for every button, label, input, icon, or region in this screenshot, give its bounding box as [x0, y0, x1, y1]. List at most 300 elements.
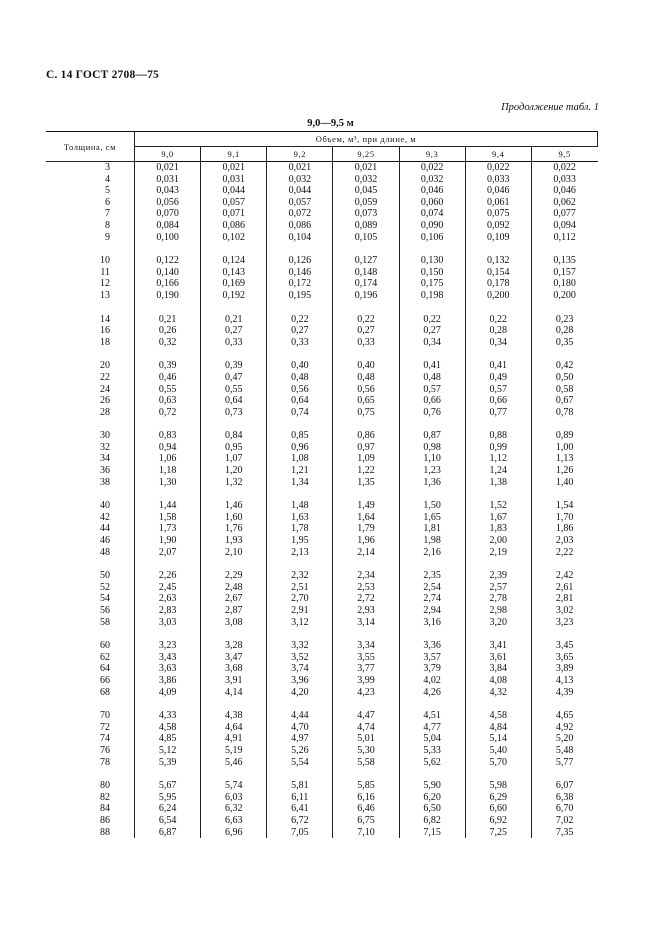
volume-cell: 2,13 — [267, 547, 333, 559]
table-row — [46, 652, 598, 664]
volume-cell: 2,72 — [333, 593, 399, 605]
volume-cell: 0,060 — [399, 197, 465, 209]
table-row — [46, 815, 598, 827]
table-row — [46, 407, 598, 419]
volume-cell: 0,78 — [531, 407, 597, 419]
group-spacer — [46, 628, 598, 640]
volume-cell: 5,77 — [531, 757, 597, 769]
volume-cell: 0,086 — [201, 220, 267, 232]
volume-cell: 0,196 — [333, 290, 399, 302]
thickness-cell: 32 — [100, 441, 110, 453]
thickness-cell: 66 — [100, 674, 110, 686]
table-row — [46, 803, 598, 815]
volume-cell: 5,39 — [135, 757, 201, 769]
table-row — [46, 523, 598, 535]
volume-cell: 1,34 — [267, 477, 333, 489]
volume-cell: 6,07 — [531, 780, 597, 792]
volume-cell: 3,89 — [531, 663, 597, 675]
volume-cell: 4,64 — [201, 722, 267, 734]
volume-cell: 3,23 — [135, 640, 201, 652]
volume-cell: 0,127 — [333, 255, 399, 267]
volume-cell: 4,70 — [267, 722, 333, 734]
volume-cell: 4,47 — [333, 710, 399, 722]
volume-cell: 4,26 — [399, 687, 465, 699]
group-spacer — [46, 348, 598, 360]
volume-cell: 0,102 — [201, 232, 267, 244]
volume-cell: 7,25 — [465, 827, 531, 839]
thickness-cell: 5 — [105, 185, 110, 197]
volume-cell: 0,33 — [333, 337, 399, 349]
length-header-cell: 9,0 — [135, 147, 201, 162]
volume-cell: 0,046 — [465, 185, 531, 197]
thickness-cell: 28 — [100, 406, 110, 418]
volume-cell: 5,85 — [333, 780, 399, 792]
volume-cell: 0,34 — [399, 337, 465, 349]
volume-cell: 4,20 — [267, 687, 333, 699]
volume-table — [46, 131, 598, 838]
volume-cell: 1,23 — [399, 465, 465, 477]
volume-cell: 0,021 — [135, 162, 201, 174]
volume-cell: 5,58 — [333, 757, 399, 769]
volume-cell: 0,175 — [399, 278, 465, 290]
volume-cell: 4,65 — [531, 710, 597, 722]
volume-cell: 1,76 — [201, 523, 267, 535]
table-row — [46, 197, 598, 209]
volume-cell: 0,94 — [135, 442, 201, 454]
volume-cell: 1,93 — [201, 535, 267, 547]
volume-cell: 4,23 — [333, 687, 399, 699]
volume-cell: 2,87 — [201, 605, 267, 617]
volume-cell: 1,78 — [267, 523, 333, 535]
volume-cell: 2,70 — [267, 593, 333, 605]
volume-cell: 2,83 — [135, 605, 201, 617]
volume-cell: 5,54 — [267, 757, 333, 769]
volume-cell: 1,60 — [201, 512, 267, 524]
table-row — [46, 174, 598, 186]
thickness-cell: 4 — [105, 173, 110, 185]
volume-cell: 0,073 — [333, 208, 399, 220]
volume-cell: 2,10 — [201, 547, 267, 559]
volume-cell: 3,68 — [201, 663, 267, 675]
volume-cell: 1,38 — [465, 477, 531, 489]
volume-cell: 0,63 — [135, 395, 201, 407]
table-row — [46, 314, 598, 326]
volume-cell: 1,49 — [333, 500, 399, 512]
volume-cell: 3,65 — [531, 652, 597, 664]
volume-cell: 5,01 — [333, 733, 399, 745]
volume-cell: 7,05 — [267, 827, 333, 839]
thickness-cell: 8 — [105, 219, 110, 231]
table-row — [46, 384, 598, 396]
volume-cell: 0,84 — [201, 430, 267, 442]
volume-cell: 6,72 — [267, 815, 333, 827]
thickness-cell: 12 — [100, 278, 110, 290]
volume-cell: 1,86 — [531, 523, 597, 535]
volume-cell: 3,47 — [201, 652, 267, 664]
volume-cell: 5,14 — [465, 733, 531, 745]
volume-cell: 0,89 — [531, 430, 597, 442]
volume-cell: 0,057 — [201, 197, 267, 209]
thickness-cell: 9 — [105, 231, 110, 243]
volume-cell: 1,98 — [399, 535, 465, 547]
thickness-cell: 68 — [100, 686, 110, 698]
volume-cell: 0,150 — [399, 267, 465, 279]
volume-cell: 0,56 — [267, 384, 333, 396]
volume-cell: 0,42 — [531, 360, 597, 372]
thickness-cell: 18 — [100, 336, 110, 348]
volume-cell: 0,66 — [399, 395, 465, 407]
thickness-cell: 38 — [100, 476, 110, 488]
volume-cell: 0,061 — [465, 197, 531, 209]
volume-cell: 0,172 — [267, 278, 333, 290]
volume-cell: 0,059 — [333, 197, 399, 209]
volume-cell: 0,87 — [399, 430, 465, 442]
volume-cell: 1,64 — [333, 512, 399, 524]
volume-cell: 0,192 — [201, 290, 267, 302]
table-row — [46, 582, 598, 594]
thickness-cell: 82 — [100, 791, 110, 803]
thickness-cell: 40 — [100, 500, 110, 512]
volume-cell: 0,130 — [399, 255, 465, 267]
volume-cell: 0,22 — [465, 314, 531, 326]
volume-cell: 2,61 — [531, 582, 597, 594]
volume-cell: 1,30 — [135, 477, 201, 489]
volume-cell: 4,58 — [465, 710, 531, 722]
table-row — [46, 675, 598, 687]
volume-cell: 2,51 — [267, 582, 333, 594]
volume-cell: 6,11 — [267, 792, 333, 804]
table-row — [46, 617, 598, 629]
volume-cell: 0,21 — [135, 314, 201, 326]
volume-cell: 0,143 — [201, 267, 267, 279]
volume-cell: 0,109 — [465, 232, 531, 244]
volume-cell: 5,20 — [531, 733, 597, 745]
page-title: С. 14 ГОСТ 2708—75 — [46, 69, 159, 81]
volume-cell: 1,18 — [135, 465, 201, 477]
volume-cell: 0,56 — [333, 384, 399, 396]
volume-cell: 2,19 — [465, 547, 531, 559]
table-row — [46, 605, 598, 617]
volume-cell: 5,98 — [465, 780, 531, 792]
volume-cell: 5,40 — [465, 745, 531, 757]
volume-cell: 6,29 — [465, 792, 531, 804]
volume-cell: 0,40 — [333, 360, 399, 372]
thickness-cell: 54 — [100, 593, 110, 605]
volume-cell: 0,021 — [267, 162, 333, 174]
volume-cell: 7,02 — [531, 815, 597, 827]
volume-cell: 4,02 — [399, 675, 465, 687]
volume-cell: 3,12 — [267, 617, 333, 629]
volume-cell: 0,66 — [465, 395, 531, 407]
volume-cell: 0,64 — [267, 395, 333, 407]
volume-cell: 5,62 — [399, 757, 465, 769]
table-row — [46, 547, 598, 559]
volume-cell: 0,033 — [465, 174, 531, 186]
volume-cell: 7,35 — [531, 827, 597, 839]
thickness-cell: 7 — [105, 208, 110, 220]
volume-cell: 2,35 — [399, 570, 465, 582]
volume-cell: 0,77 — [465, 407, 531, 419]
volume-cell: 0,64 — [201, 395, 267, 407]
thickness-cell: 70 — [100, 710, 110, 722]
volume-cell: 0,084 — [135, 220, 201, 232]
table-row — [46, 733, 598, 745]
table-row — [46, 185, 598, 197]
length-range-title: 9,0—9,5 м — [307, 118, 354, 129]
volume-cell: 6,60 — [465, 803, 531, 815]
volume-cell: 0,28 — [531, 325, 597, 337]
volume-cell: 0,100 — [135, 232, 201, 244]
volume-cell: 4,84 — [465, 722, 531, 734]
volume-cell: 0,67 — [531, 395, 597, 407]
volume-cell: 0,135 — [531, 255, 597, 267]
thickness-cell: 80 — [100, 780, 110, 792]
volume-cell: 3,91 — [201, 675, 267, 687]
table-row — [46, 570, 598, 582]
table-row — [46, 290, 598, 302]
volume-cell: 0,75 — [333, 407, 399, 419]
group-spacer — [46, 302, 598, 314]
group-spacer — [46, 768, 598, 780]
volume-cell: 1,40 — [531, 477, 597, 489]
volume-cell: 0,34 — [465, 337, 531, 349]
volume-cell: 5,12 — [135, 745, 201, 757]
volume-cell: 6,70 — [531, 803, 597, 815]
volume-cell: 4,51 — [399, 710, 465, 722]
volume-cell: 0,022 — [399, 162, 465, 174]
table-row — [46, 372, 598, 384]
thickness-cell: 86 — [100, 814, 110, 826]
volume-cell: 0,22 — [333, 314, 399, 326]
volume-cell: 5,70 — [465, 757, 531, 769]
volume-cell: 0,23 — [531, 314, 597, 326]
volume-cell: 2,39 — [465, 570, 531, 582]
thickness-cell: 88 — [100, 826, 110, 838]
volume-cell: 3,23 — [531, 617, 597, 629]
thickness-cell: 74 — [100, 733, 110, 745]
volume-cell: 2,32 — [267, 570, 333, 582]
table-row — [46, 255, 598, 267]
thickness-cell: 6 — [105, 196, 110, 208]
volume-cell: 0,104 — [267, 232, 333, 244]
volume-cell: 2,78 — [465, 593, 531, 605]
volume-cell: 1,35 — [333, 477, 399, 489]
table-row — [46, 640, 598, 652]
volume-cell: 3,99 — [333, 675, 399, 687]
volume-cell: 0,046 — [399, 185, 465, 197]
volume-cell: 0,28 — [465, 325, 531, 337]
volume-cell: 0,27 — [333, 325, 399, 337]
volume-cell: 0,47 — [201, 372, 267, 384]
volume-cell: 0,41 — [399, 360, 465, 372]
volume-cell: 6,41 — [267, 803, 333, 815]
volume-cell: 0,33 — [201, 337, 267, 349]
volume-cell: 0,88 — [465, 430, 531, 442]
thickness-cell: 62 — [100, 651, 110, 663]
volume-cell: 2,93 — [333, 605, 399, 617]
volume-cell: 0,071 — [201, 208, 267, 220]
volume-cell: 0,086 — [267, 220, 333, 232]
volume-cell: 1,07 — [201, 453, 267, 465]
volume-cell: 0,140 — [135, 267, 201, 279]
volume-cell: 4,92 — [531, 722, 597, 734]
volume-cell: 3,77 — [333, 663, 399, 675]
thickness-cell: 44 — [100, 523, 110, 535]
thickness-cell: 22 — [100, 371, 110, 383]
volume-cell: 0,195 — [267, 290, 333, 302]
volume-cell: 0,65 — [333, 395, 399, 407]
table-row — [46, 593, 598, 605]
volume-cell: 0,96 — [267, 442, 333, 454]
group-spacer — [46, 488, 598, 500]
volume-cell: 1,46 — [201, 500, 267, 512]
volume-cell: 1,90 — [135, 535, 201, 547]
volume-cell: 0,021 — [333, 162, 399, 174]
thickness-column-header: Толщина, см — [46, 132, 135, 162]
volume-cell: 0,27 — [201, 325, 267, 337]
volume-cell: 3,36 — [399, 640, 465, 652]
volume-cell: 0,089 — [333, 220, 399, 232]
volume-cell: 0,106 — [399, 232, 465, 244]
volume-cell: 3,02 — [531, 605, 597, 617]
volume-cell: 1,36 — [399, 477, 465, 489]
thickness-cell: 26 — [100, 395, 110, 407]
volume-cell: 5,67 — [135, 780, 201, 792]
volume-cell: 3,08 — [201, 617, 267, 629]
table-row — [46, 267, 598, 279]
thickness-cell: 76 — [100, 744, 110, 756]
volume-cell: 4,77 — [399, 722, 465, 734]
volume-cell: 6,46 — [333, 803, 399, 815]
volume-cell: 5,95 — [135, 792, 201, 804]
volume-cell: 4,58 — [135, 722, 201, 734]
volume-cell: 0,174 — [333, 278, 399, 290]
thickness-cell: 60 — [100, 640, 110, 652]
thickness-cell: 58 — [100, 616, 110, 628]
volume-cell: 4,91 — [201, 733, 267, 745]
thickness-cell: 46 — [100, 535, 110, 547]
volume-cell: 4,38 — [201, 710, 267, 722]
table-row — [46, 162, 598, 174]
volume-cell: 1,50 — [399, 500, 465, 512]
volume-cell: 0,22 — [267, 314, 333, 326]
thickness-cell: 13 — [100, 289, 110, 301]
volume-cell: 0,39 — [135, 360, 201, 372]
volume-cell: 1,54 — [531, 500, 597, 512]
volume-cell: 5,81 — [267, 780, 333, 792]
volume-cell: 0,95 — [201, 442, 267, 454]
volume-cell: 1,32 — [201, 477, 267, 489]
volume-cell: 6,82 — [399, 815, 465, 827]
volume-cell: 0,26 — [135, 325, 201, 337]
table-row — [46, 208, 598, 220]
table-row — [46, 360, 598, 372]
volume-cell: 2,48 — [201, 582, 267, 594]
volume-cell: 0,39 — [201, 360, 267, 372]
volume-cell: 1,44 — [135, 500, 201, 512]
volume-cell: 0,032 — [399, 174, 465, 186]
volume-cell: 1,83 — [465, 523, 531, 535]
volume-cell: 1,24 — [465, 465, 531, 477]
volume-cell: 3,03 — [135, 617, 201, 629]
volume-cell: 1,52 — [465, 500, 531, 512]
table-row — [46, 792, 598, 804]
volume-cell: 4,14 — [201, 687, 267, 699]
volume-cell: 0,86 — [333, 430, 399, 442]
volume-cell: 2,67 — [201, 593, 267, 605]
volume-cell: 2,07 — [135, 547, 201, 559]
volume-cell: 3,41 — [465, 640, 531, 652]
volume-cell: 0,190 — [135, 290, 201, 302]
volume-column-header: Объем, м³, при длине, м — [135, 132, 598, 147]
volume-cell: 1,79 — [333, 523, 399, 535]
volume-cell: 6,20 — [399, 792, 465, 804]
volume-cell: 0,58 — [531, 384, 597, 396]
volume-cell: 3,52 — [267, 652, 333, 664]
volume-cell: 6,50 — [399, 803, 465, 815]
volume-cell: 0,178 — [465, 278, 531, 290]
table-row — [46, 780, 598, 792]
volume-cell: 3,96 — [267, 675, 333, 687]
volume-cell: 6,24 — [135, 803, 201, 815]
thickness-cell: 11 — [100, 266, 110, 278]
volume-cell: 0,200 — [465, 290, 531, 302]
volume-cell: 0,50 — [531, 372, 597, 384]
volume-cell: 0,40 — [267, 360, 333, 372]
volume-cell: 5,48 — [531, 745, 597, 757]
table-row — [46, 232, 598, 244]
volume-cell: 3,74 — [267, 663, 333, 675]
volume-cell: 2,42 — [531, 570, 597, 582]
length-header-cell: 9,4 — [465, 147, 531, 162]
thickness-cell: 3 — [105, 162, 110, 173]
volume-cell: 4,13 — [531, 675, 597, 687]
thickness-cell: 16 — [100, 325, 110, 337]
volume-cell: 6,87 — [135, 827, 201, 839]
group-spacer — [46, 418, 598, 430]
table-row — [46, 722, 598, 734]
volume-cell: 0,35 — [531, 337, 597, 349]
volume-cell: 5,46 — [201, 757, 267, 769]
volume-cell: 0,132 — [465, 255, 531, 267]
volume-cell: 2,45 — [135, 582, 201, 594]
volume-cell: 1,10 — [399, 453, 465, 465]
volume-cell: 1,48 — [267, 500, 333, 512]
table-row — [46, 278, 598, 290]
volume-cell: 3,79 — [399, 663, 465, 675]
volume-cell: 0,033 — [531, 174, 597, 186]
volume-cell: 0,031 — [135, 174, 201, 186]
volume-cell: 0,41 — [465, 360, 531, 372]
thickness-cell: 34 — [100, 453, 110, 465]
volume-cell: 2,29 — [201, 570, 267, 582]
volume-cell: 2,53 — [333, 582, 399, 594]
volume-cell: 0,97 — [333, 442, 399, 454]
volume-cell: 1,12 — [465, 453, 531, 465]
group-spacer — [46, 243, 598, 255]
table-row — [46, 453, 598, 465]
volume-cell: 0,032 — [333, 174, 399, 186]
volume-cell: 0,122 — [135, 255, 201, 267]
volume-cell: 3,84 — [465, 663, 531, 675]
volume-cell: 2,03 — [531, 535, 597, 547]
table-row — [46, 757, 598, 769]
volume-cell: 0,99 — [465, 442, 531, 454]
volume-cell: 3,43 — [135, 652, 201, 664]
volume-cell: 0,198 — [399, 290, 465, 302]
volume-cell: 5,90 — [399, 780, 465, 792]
volume-cell: 0,062 — [531, 197, 597, 209]
